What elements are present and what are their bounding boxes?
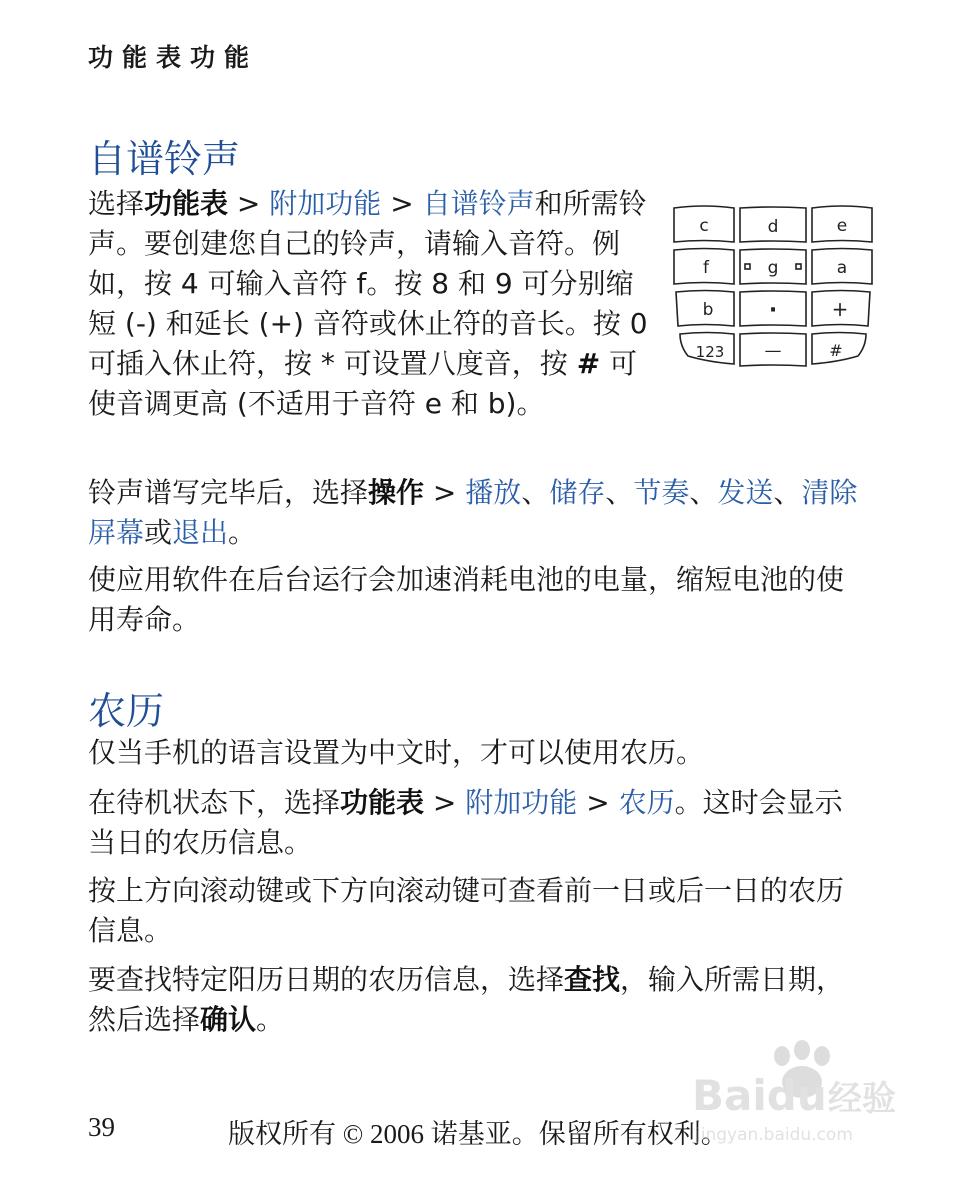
key-label: 123 <box>695 343 725 361</box>
lunar-paragraph-4 <box>88 960 868 1040</box>
link-clear-screen[interactable]: 清除屏幕 <box>88 476 858 549</box>
watermark-url: jingyan.baidu.com <box>696 1125 853 1145</box>
text: 在待机状态下，选择 <box>88 786 341 819</box>
section-title-lunar: 农历 <box>88 689 165 733</box>
key-label: g <box>767 258 779 278</box>
lunar-paragraph-2 <box>88 783 868 863</box>
ringtone-paragraph-1 <box>88 184 648 424</box>
text: 。 <box>228 516 257 549</box>
key-marker-left <box>745 264 750 269</box>
watermark-brand: Baidu <box>692 1071 827 1120</box>
menu-term-menu: 功能表 <box>144 187 229 220</box>
text: 要查找特定阳历日期的农历信息，选择 <box>88 963 565 996</box>
link-save[interactable]: 储存 <box>549 476 606 509</box>
separator: > <box>424 476 466 509</box>
text: 。这时会显示当日的农历信息。 <box>88 786 843 859</box>
key-label: f <box>703 258 709 278</box>
comma: 、 <box>689 476 718 509</box>
text: 。 <box>256 1003 285 1036</box>
key-label: + <box>831 297 849 321</box>
link-tempo[interactable]: 节奏 <box>633 476 690 509</box>
text: 选择 <box>88 187 145 220</box>
lunar-paragraph-3: 按上方向滚动键或下方向滚动键可查看前一日或后一日的农历信息。 <box>88 874 845 947</box>
separator: > <box>424 786 466 819</box>
separator: > <box>577 786 619 819</box>
watermark-text: 经验 <box>828 1079 896 1119</box>
text: 或 <box>144 516 173 549</box>
text: 可使音调更高 (不适用于音符 e 和 b)。 <box>88 347 638 420</box>
comma: 、 <box>605 476 634 509</box>
page-number: 39 <box>88 1112 115 1142</box>
key-label: e <box>836 216 848 236</box>
keypad-illustration <box>668 196 878 376</box>
menu-term-menu: 功能表 <box>340 786 425 819</box>
key-label: d <box>767 217 779 237</box>
running-header: 功能表功能 <box>88 43 259 72</box>
link-extras[interactable]: 附加功能 <box>269 187 382 220</box>
text: 和所需铃声。要创建您自己的铃声，请输入音符。例如，按 4 可输入音符 f。按 8 和 9 可分别缩短 (-) 和延长 (+) 音符或休止符的音长。按 0 可插入休止符，按 * 可设置八度音，按 <box>88 187 648 380</box>
key-label: # <box>829 341 843 360</box>
separator: > <box>381 187 423 220</box>
key-label: c <box>699 216 709 236</box>
key-label: · <box>768 298 778 323</box>
menu-term-options: 操作 <box>368 476 425 509</box>
lunar-paragraph-1: 仅当手机的语言设置为中文时，才可以使用农历。 <box>88 736 705 769</box>
menu-term-confirm: 确认 <box>200 1003 257 1036</box>
copyright-notice: 版权所有 © 2006 诺基亚。保留所有权利。 <box>228 1119 728 1149</box>
link-send[interactable]: 发送 <box>717 476 774 509</box>
link-exit[interactable]: 退出 <box>172 516 229 549</box>
ringtone-paragraph-2 <box>88 473 868 553</box>
text: 铃声谱写完毕后，选择 <box>88 476 369 509</box>
menu-term-find: 查找 <box>564 963 621 996</box>
ringtone-paragraph-3: 使应用软件在后台运行会加速消耗电池的电量，缩短电池的使用寿命。 <box>88 563 845 636</box>
key-hash-term: # <box>576 347 601 380</box>
comma: 、 <box>521 476 550 509</box>
text: ，输入所需日期，然后选择 <box>88 963 845 1036</box>
link-lunar[interactable]: 农历 <box>618 786 675 819</box>
link-extras[interactable]: 附加功能 <box>465 786 578 819</box>
key-label: b <box>702 300 714 320</box>
separator: > <box>228 187 270 220</box>
key-marker-right <box>796 264 801 269</box>
baidu-watermark <box>690 1040 930 1150</box>
section-title-ringtone: 自谱铃声 <box>88 137 241 181</box>
key-label: — <box>764 341 782 361</box>
link-play[interactable]: 播放 <box>465 476 522 509</box>
link-composer[interactable]: 自谱铃声 <box>422 187 535 220</box>
key-label: a <box>836 258 848 278</box>
comma: 、 <box>773 476 802 509</box>
